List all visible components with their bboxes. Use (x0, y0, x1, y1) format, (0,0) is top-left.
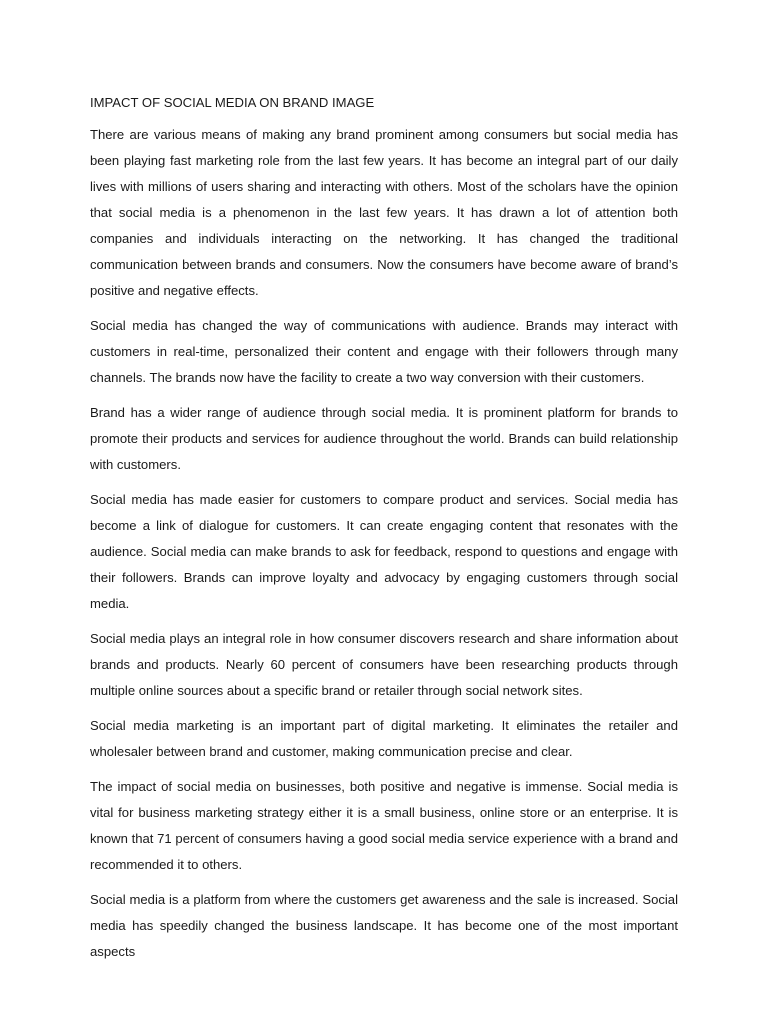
paragraph-6: Social media marketing is an important part of digital marketing. It eliminates the retailer and wholesaler between brand and customer, making communication precise and clear. (90, 718, 678, 759)
document-title: IMPACT OF SOCIAL MEDIA ON BRAND IMAGE (90, 95, 375, 110)
paragraph-4: Social media has made easier for customers to compare product and services. Social media has become a link of dialogue for customers. It can create engaging content that resonates with the audience. Social media can make brands to ask for feedback, respond to questions and engage with their followers. Brands can improve loyalty and advocacy by engaging customers through social media. (90, 492, 678, 611)
paragraph-5: Social media plays an integral role in how consumer discovers research and share information about brands and products. Nearly 60 percent of consumers have been researching products through multiple online sources about a specific brand or retailer through social network sites. (90, 631, 678, 698)
paragraph-2: Social media has changed the way of communications with audience. Brands may interact with customers in real-time, personalized their content and engage with their followers through many channels. The brands now have the facility to create a two way conversion with their customers. (90, 318, 678, 385)
paragraph-7: The impact of social media on businesses, both positive and negative is immense. Social media is vital for business marketing strategy either it is a small business, online store or an enterprise. It is known that 71 percent of consumers having a good social media service experience with a brand and recommended it to others. (90, 779, 678, 872)
document-page (90, 90, 678, 974)
paragraph-8: Social media is a platform from where the customers get awareness and the sale is increased. Social media has speedily changed the business landscape. It has become one of the most important aspects (90, 892, 678, 959)
paragraph-1: There are various means of making any brand prominent among consumers but social media has been playing fast marketing role from the last few years. It has become an integral part of our daily lives with millions of users sharing and interacting with others. Most of the scholars have the opinion that social media is a phenomenon in the last few years. It has drawn a lot of attention both companies and individuals interacting on the networking. It has changed the traditional communication between brands and consumers. Now the consumers have become aware of brand’s positive and negative effects. (90, 127, 678, 298)
paragraph-3: Brand has a wider range of audience through social media. It is prominent platform for brands to promote their products and services for audience throughout the world. Brands can build relationship with customers. (90, 405, 678, 472)
